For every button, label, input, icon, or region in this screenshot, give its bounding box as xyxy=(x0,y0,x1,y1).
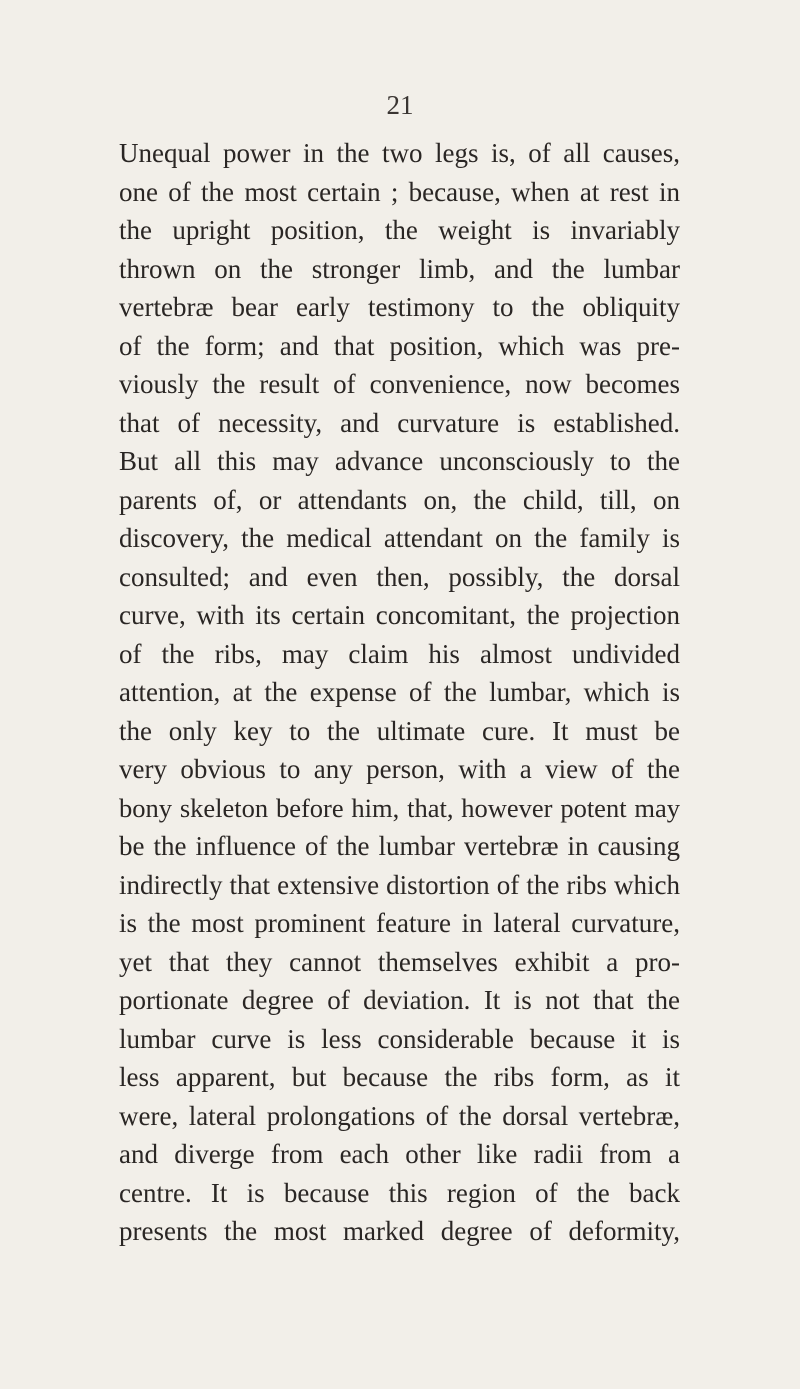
text-line: the only key to the ultimate cure. It must be xyxy=(119,715,680,746)
text-line: of the form; and that position, which was pre- xyxy=(119,330,680,361)
text-line: indirectly that extensive distortion of the ribs which xyxy=(119,869,680,900)
text-line: is the most prominent feature in lateral curvature, xyxy=(119,908,680,938)
text-line: bony skeleton before him, that, however potent may xyxy=(119,792,680,823)
text-line: be the influence of the lumbar vertebræ in causing xyxy=(119,831,680,861)
text-line: very obvious to any person, with a view of the xyxy=(119,754,680,784)
text-line: centre. It is because this region of the back xyxy=(119,1177,680,1208)
text-line: discovery, the medical attendant on the family is xyxy=(119,523,680,553)
text-line: of the ribs, may claim his almost undivided xyxy=(119,638,680,669)
text-line: lumbar curve is less considerable because it is xyxy=(119,1023,680,1054)
text-line: viously the result of convenience, now becomes xyxy=(119,369,680,399)
text-line: attention, at the expense of the lumbar, which is xyxy=(119,677,680,707)
text-line: thrown on the stronger limb, and the lumbar xyxy=(119,253,680,284)
text-line: consulted; and even then, possibly, the dorsal xyxy=(119,561,680,592)
text-line: curve, with its certain concomitant, the projection xyxy=(119,600,680,630)
body-text xyxy=(119,134,680,1251)
text-line: the upright position, the weight is invariably xyxy=(119,215,680,245)
text-line: yet that they cannot themselves exhibit a pro- xyxy=(119,946,680,977)
text-line: one of the most certain ; because, when at rest in xyxy=(119,176,680,207)
text-line: less apparent, but because the ribs form, as it xyxy=(119,1062,680,1092)
text-line: But all this may advance unconsciously to the xyxy=(119,446,680,476)
text-line: vertebræ bear early testimony to the obliquity xyxy=(119,292,680,322)
text-line: Unequal power in the two legs is, of all causes, xyxy=(119,138,680,168)
text-line: that of necessity, and curvature is established. xyxy=(119,407,680,438)
page-number: 21 xyxy=(386,90,414,120)
text-line: were, lateral prolongations of the dorsal vertebræ, xyxy=(119,1100,680,1131)
text-line: and diverge from each other like radii from a xyxy=(119,1139,680,1169)
text-line: portionate degree of deviation. It is not that the xyxy=(119,985,680,1015)
text-line: presents the most marked degree of deformity, xyxy=(119,1216,680,1246)
text-line: parents of, or attendants on, the child, till, on xyxy=(119,484,680,515)
